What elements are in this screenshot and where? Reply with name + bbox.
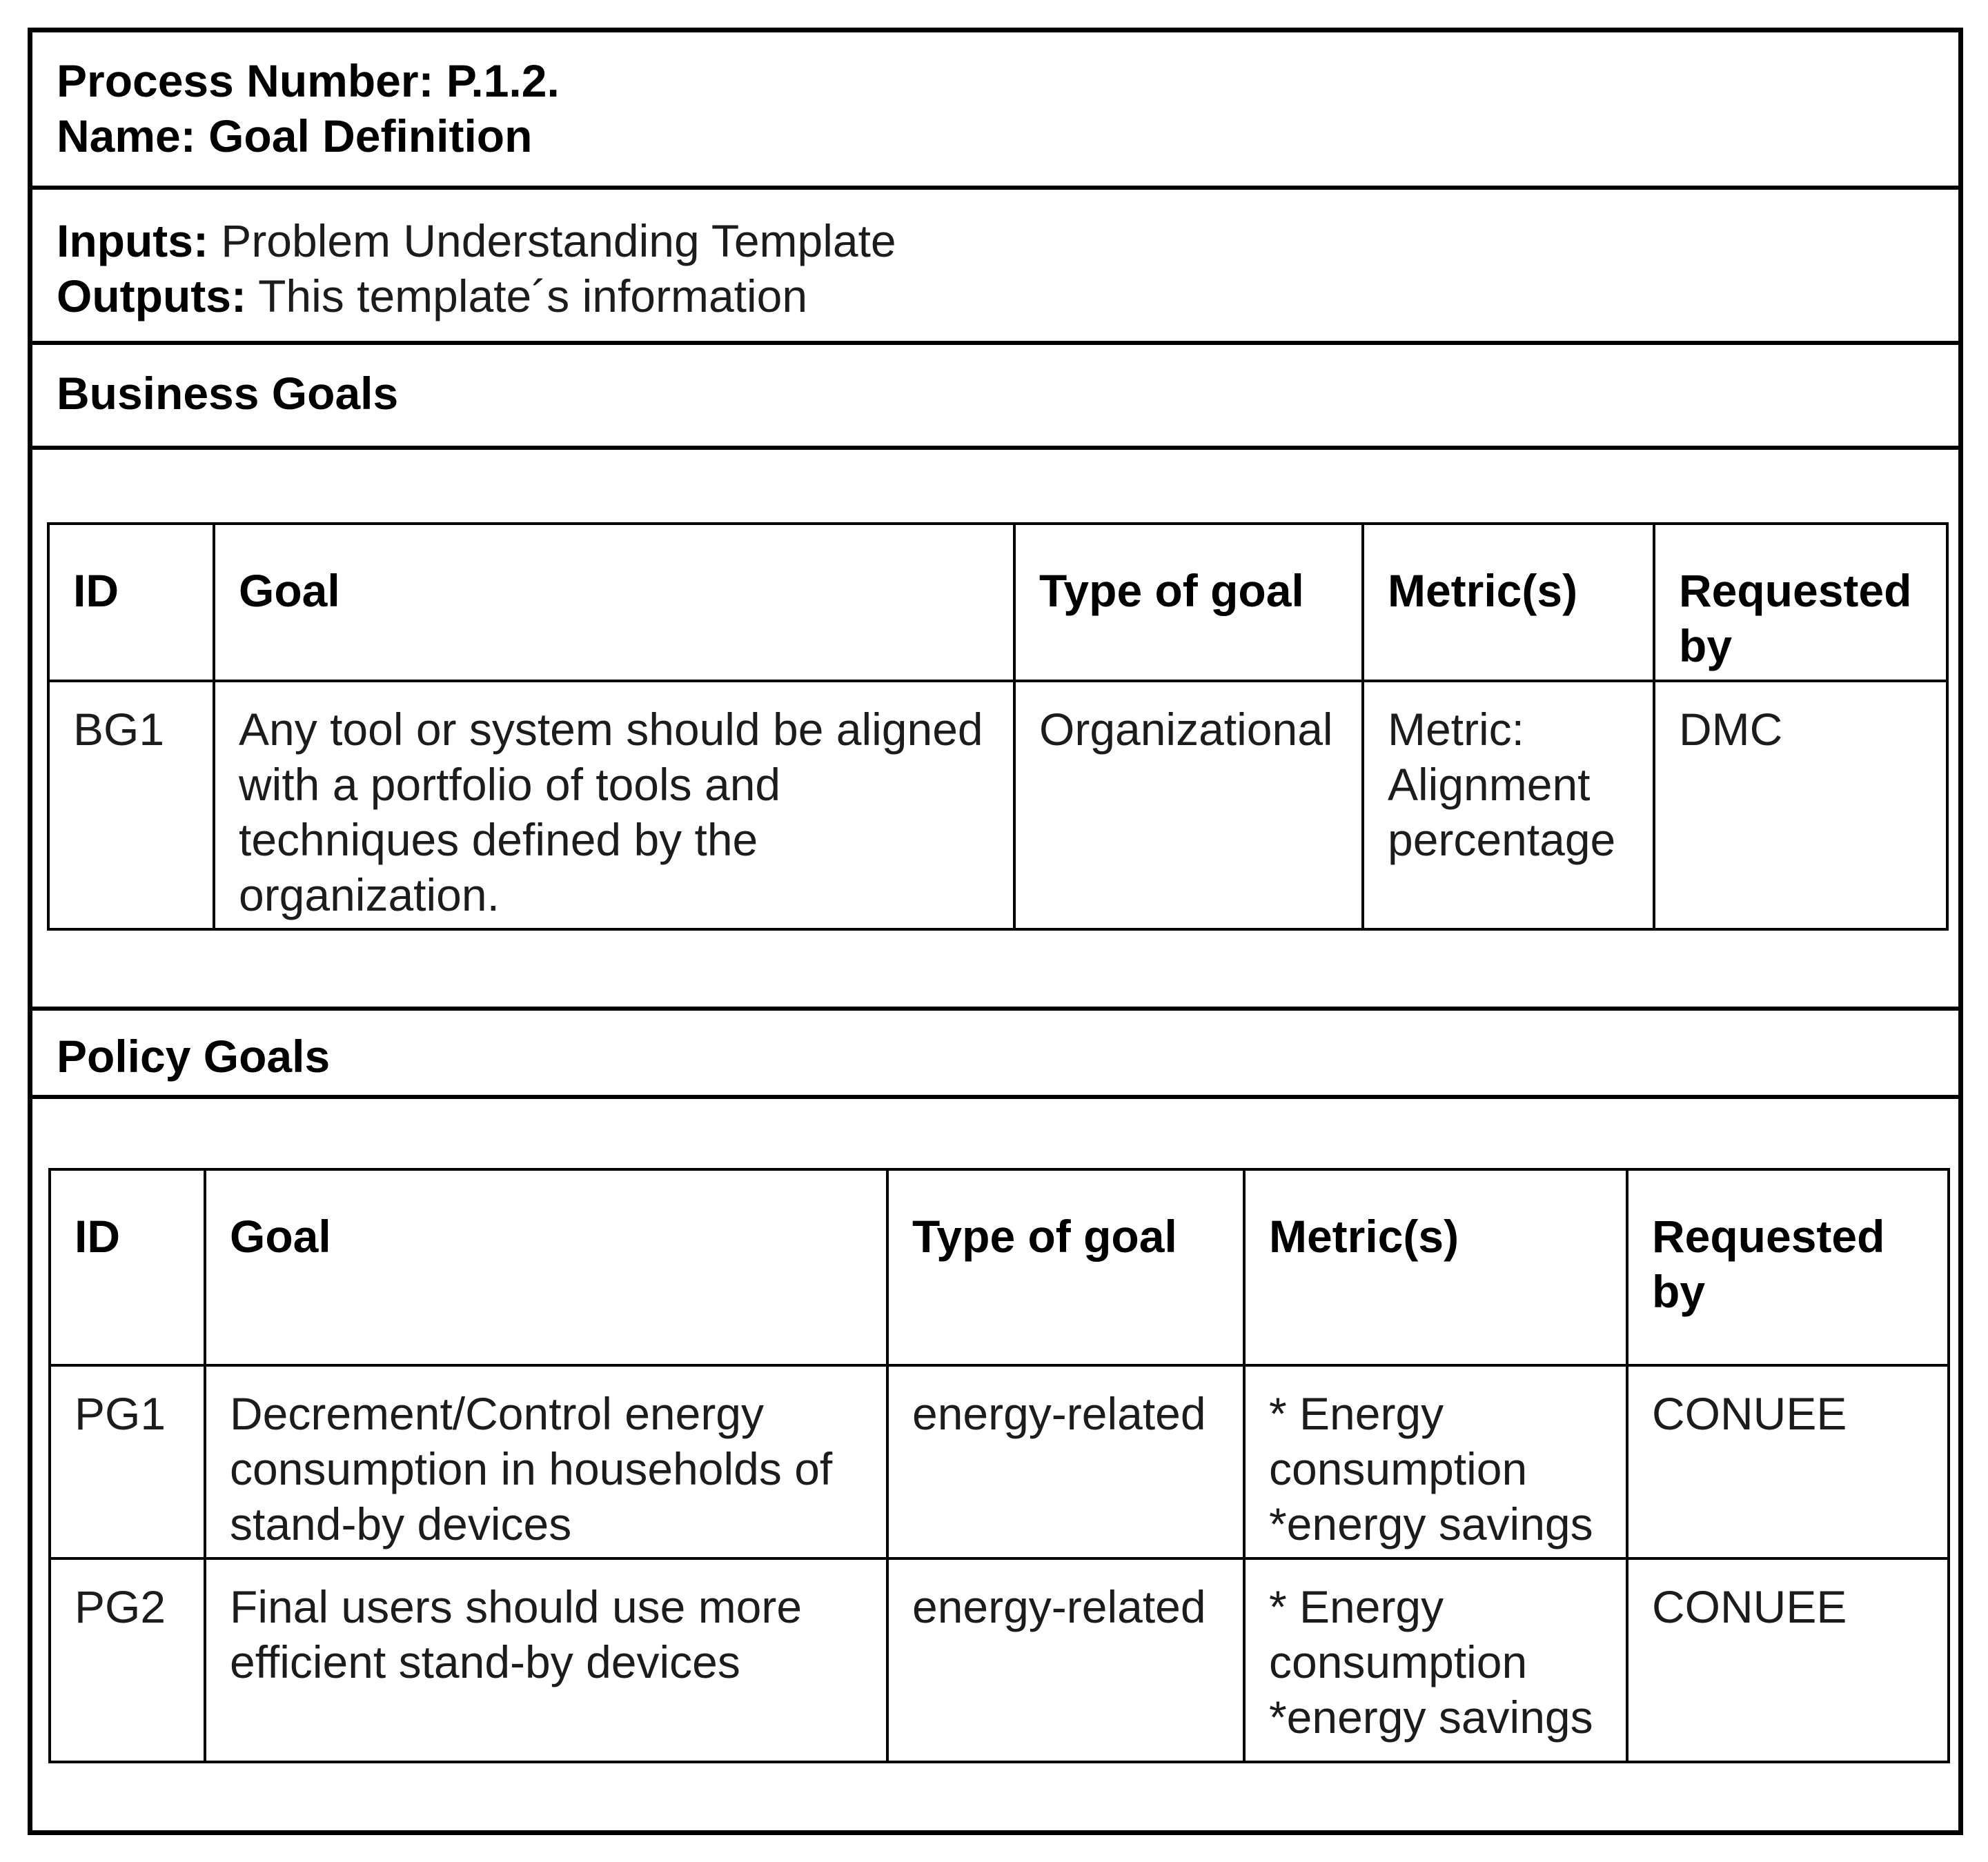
business-col-header-metrics: Metric(s) bbox=[1363, 524, 1654, 681]
policy-goals-table-cell bbox=[32, 1099, 1958, 1830]
business-col-header-type: Type of goal bbox=[1014, 524, 1363, 681]
pg1-type-cell: energy-related bbox=[887, 1365, 1244, 1558]
business-goals-table-cell bbox=[32, 450, 1958, 1011]
pg2-id-cell: PG2 bbox=[50, 1558, 205, 1762]
pg2-goal-cell: Final users should use more efficient stand-by devices bbox=[205, 1558, 887, 1762]
pg1-goal-cell: Decrement/Control energy consumption in households of stand-by devices bbox=[205, 1365, 887, 1558]
pg2-requested-by-cell: CONUEE bbox=[1627, 1558, 1949, 1762]
business-goals-table bbox=[47, 522, 1949, 931]
document-frame bbox=[28, 28, 1963, 1835]
process-header-cell bbox=[32, 32, 1958, 190]
bg1-id-cell: BG1 bbox=[48, 681, 214, 929]
policy-col-header-type: Type of goal bbox=[887, 1169, 1244, 1365]
pg1-metrics-cell: * Energy consumption *energy savings bbox=[1244, 1365, 1627, 1558]
inputs-line bbox=[57, 213, 1958, 268]
policy-goals-table bbox=[48, 1168, 1950, 1763]
bg1-requested-by-cell: DMC bbox=[1654, 681, 1947, 929]
policy-goals-header-row bbox=[50, 1169, 1949, 1365]
policy-goals-title: Policy Goals bbox=[57, 1031, 331, 1082]
process-name-label: Name: bbox=[57, 110, 196, 161]
process-name-value: Goal Definition bbox=[208, 110, 533, 161]
process-number-label: Process Number: bbox=[57, 55, 434, 106]
outputs-label: Outputs: bbox=[57, 270, 246, 321]
pg2-type-cell: energy-related bbox=[887, 1558, 1244, 1762]
outputs-line bbox=[57, 268, 1958, 324]
inputs-value: Problem Understanding Template bbox=[221, 215, 896, 266]
business-goals-section-header bbox=[32, 345, 1958, 450]
table-row bbox=[50, 1365, 1949, 1558]
policy-col-header-goal: Goal bbox=[205, 1169, 887, 1365]
outputs-value: This template´s information bbox=[258, 270, 808, 321]
business-col-header-goal: Goal bbox=[214, 524, 1014, 681]
process-name-line bbox=[57, 108, 1958, 164]
bg1-type-cell: Organizational bbox=[1014, 681, 1363, 929]
policy-col-header-id: ID bbox=[50, 1169, 205, 1365]
business-goals-header-row bbox=[48, 524, 1947, 681]
table-row bbox=[50, 1558, 1949, 1762]
table-row bbox=[48, 681, 1947, 929]
policy-col-header-requested-by: Requested by bbox=[1627, 1169, 1949, 1365]
inputs-label: Inputs: bbox=[57, 215, 208, 266]
business-col-header-requested-by: Requested by bbox=[1654, 524, 1947, 681]
inputs-outputs-cell bbox=[32, 190, 1958, 345]
policy-goals-section-header bbox=[32, 1011, 1958, 1099]
bg1-metrics-cell: Metric: Alignment percentage bbox=[1363, 681, 1654, 929]
pg1-requested-by-cell: CONUEE bbox=[1627, 1365, 1949, 1558]
process-number-line bbox=[57, 53, 1958, 108]
business-col-header-id: ID bbox=[48, 524, 214, 681]
process-number-value: P.1.2. bbox=[446, 55, 560, 106]
pg1-id-cell: PG1 bbox=[50, 1365, 205, 1558]
business-goals-title: Business Goals bbox=[57, 368, 399, 419]
policy-col-header-metrics: Metric(s) bbox=[1244, 1169, 1627, 1365]
bg1-goal-cell: Any tool or system should be aligned with a portfolio of tools and techniques defined by the organization. bbox=[214, 681, 1014, 929]
pg2-metrics-cell: * Energy consumption *energy savings bbox=[1244, 1558, 1627, 1762]
